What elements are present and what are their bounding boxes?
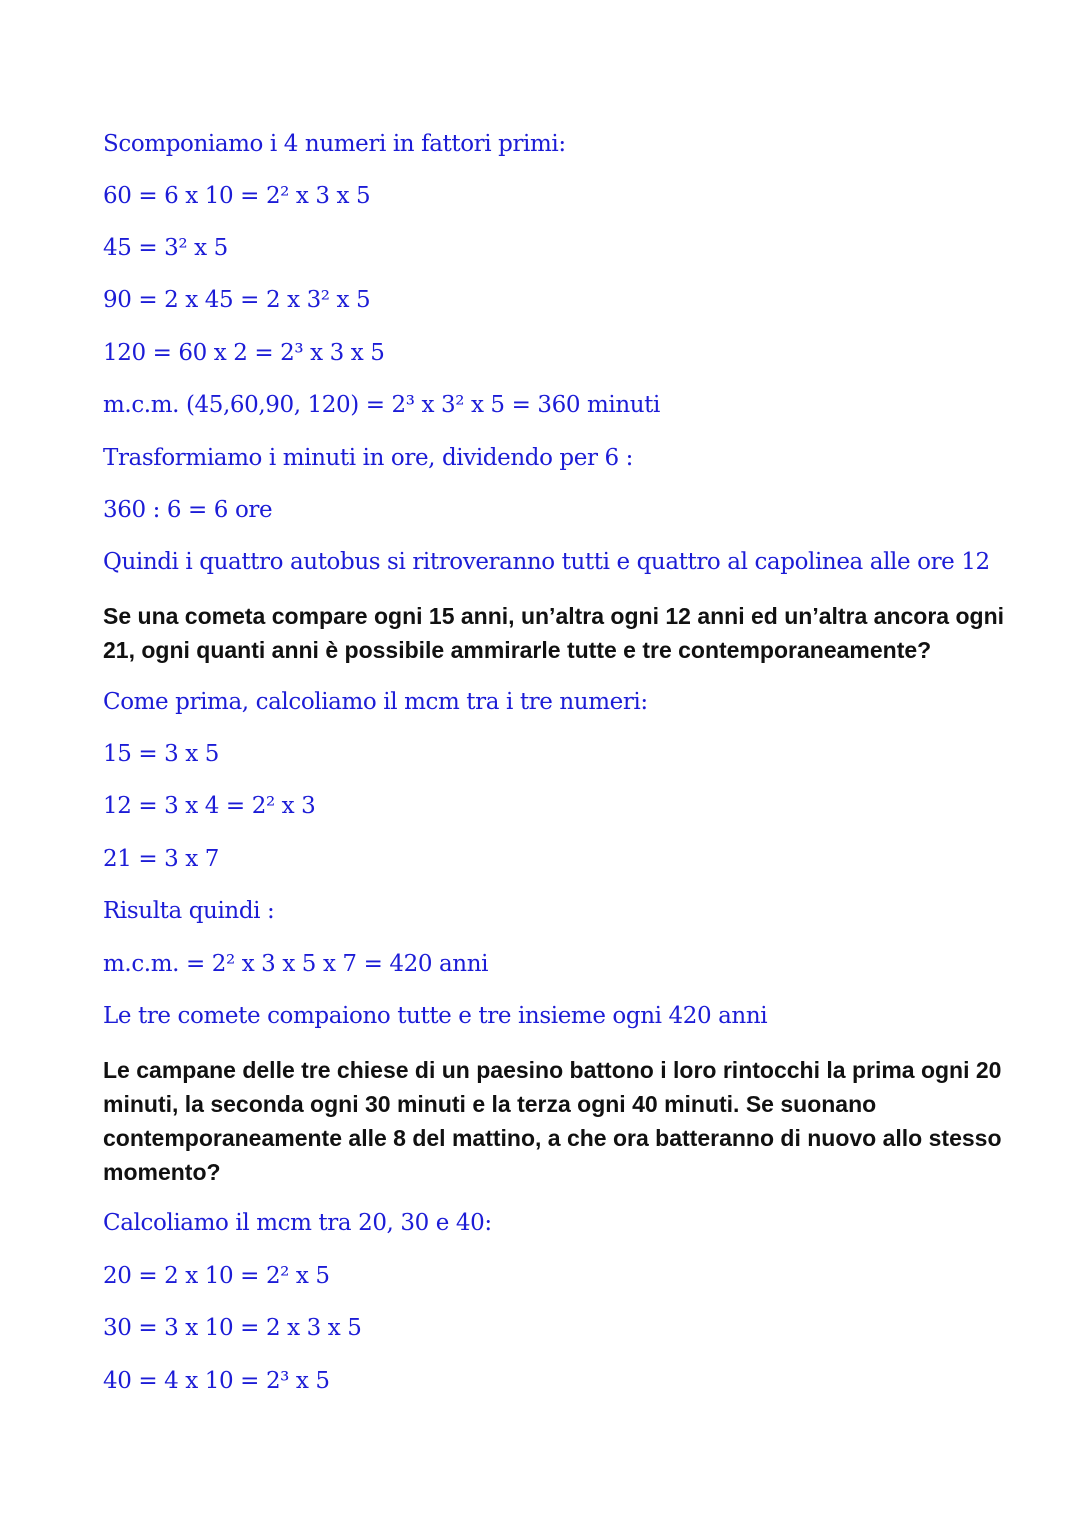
question-line: Le campane delle tre chiese di un paesino battono i loro rintocchi la prima ogni 20 (103, 1057, 1002, 1083)
question-line: Se una cometa compare ogni 15 anni, un’altra ogni 12 anni ed un’altra ancora ogni (103, 603, 1005, 629)
question-line: 21, ogni quanti anni è possibile ammirarle tutte e tre contemporaneamente? (103, 637, 932, 663)
answer-intro-3: Calcoliamo il mcm tra 20, 30 e 40: (103, 1210, 492, 1236)
factorization-90: 90 = 2 x 45 = 2 x 3² x 5 (103, 287, 371, 313)
question-line: minuti, la seconda ogni 30 minuti e la terza ogni 40 minuti. Se suonano (103, 1091, 877, 1117)
conclusion-1: Quindi i quattro autobus si ritroveranno tutti e quattro al capolinea alle ore 12 (103, 549, 990, 575)
intro-line: Scomponiamo i 4 numeri in fattori primi: (103, 131, 566, 157)
factorization-15: 15 = 3 x 5 (103, 741, 220, 767)
factorization-60: 60 = 6 x 10 = 2² x 3 x 5 (103, 183, 371, 209)
factorization-30: 30 = 3 x 10 = 2 x 3 x 5 (103, 1315, 362, 1341)
result-label: Risulta quindi : (103, 898, 275, 924)
question-line: momento? (103, 1159, 221, 1185)
question-bells (103, 1053, 1002, 1189)
question-line: contemporaneamente alle 8 del mattino, a che ora batteranno di nuovo allo stesso (103, 1125, 1002, 1151)
mcm-result-1: m.c.m. (45,60,90, 120) = 2³ x 3² x 5 = 360 minuti (103, 392, 660, 418)
answer-intro-2: Come prima, calcoliamo il mcm tra i tre numeri: (103, 689, 648, 715)
convert-minutes-line: Trasformiamo i minuti in ore, dividendo per 6 : (103, 445, 633, 471)
conclusion-2: Le tre comete compaiono tutte e tre insieme ogni 420 anni (103, 1003, 768, 1029)
factorization-45: 45 = 3² x 5 (103, 235, 228, 261)
factorization-120: 120 = 60 x 2 = 2³ x 3 x 5 (103, 340, 385, 366)
question-comets (103, 599, 1005, 667)
factorization-40: 40 = 4 x 10 = 2³ x 5 (103, 1368, 330, 1394)
division-line: 360 : 6 = 6 ore (103, 497, 273, 523)
factorization-21: 21 = 3 x 7 (103, 846, 220, 872)
factorization-12: 12 = 3 x 4 = 2² x 3 (103, 793, 316, 819)
factorization-20: 20 = 2 x 10 = 2² x 5 (103, 1263, 330, 1289)
mcm-result-2: m.c.m. = 2² x 3 x 5 x 7 = 420 anni (103, 951, 489, 977)
